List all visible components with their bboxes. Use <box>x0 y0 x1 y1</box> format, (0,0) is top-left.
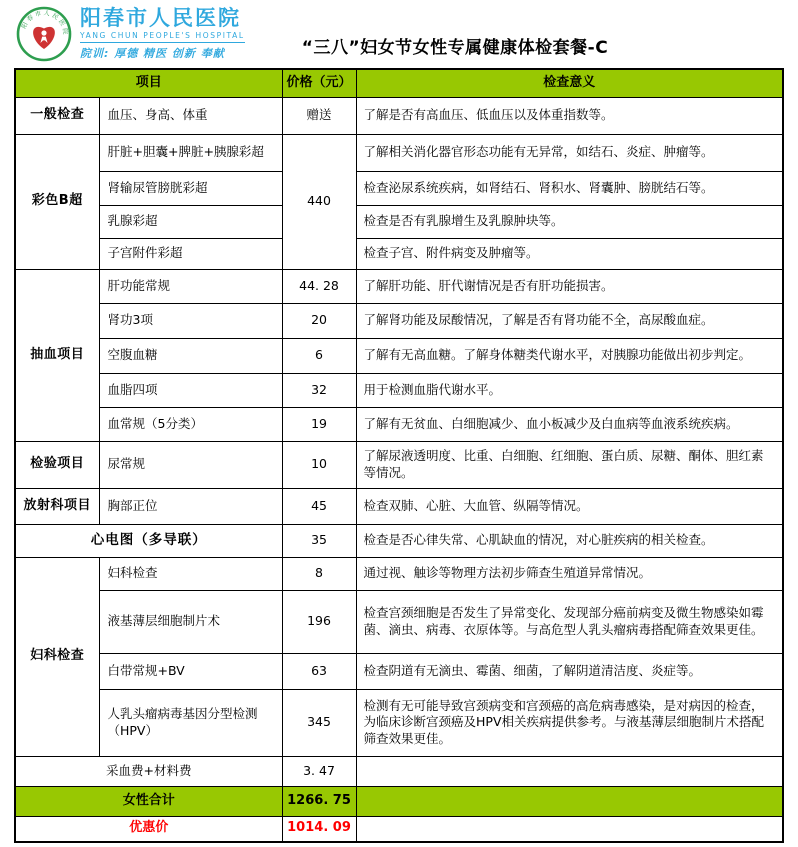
item-price: 45 <box>282 488 356 524</box>
item-desc: 检查宫颈细胞是否发生了异常变化、发现部分癌前病变及微生物感染如霉菌、滴虫、病毒、衣原体等。与高危型人乳头瘤病毒搭配筛查效果更佳。 <box>356 590 783 653</box>
item-price: 32 <box>282 373 356 407</box>
fee-label: 采血费+材料费 <box>15 756 282 786</box>
item-name: 肝功能常规 <box>99 269 282 303</box>
item-name: 妇科检查 <box>99 557 282 590</box>
item-desc: 检查双肺、心脏、大血管、纵隔等情况。 <box>356 488 783 524</box>
ecg-label: 心电图（多导联） <box>15 524 282 557</box>
table-row <box>15 524 783 557</box>
table-row <box>15 269 783 303</box>
item-name: 空腹血糖 <box>99 338 282 373</box>
item-price: 6 <box>282 338 356 373</box>
discount-price: 1014. 09 <box>282 816 356 842</box>
table-row <box>15 338 783 373</box>
total-row <box>15 786 783 816</box>
total-label: 女性合计 <box>15 786 282 816</box>
item-name: 胸部正位 <box>99 488 282 524</box>
item-price: 63 <box>282 653 356 689</box>
category-blood: 抽血项目 <box>15 269 99 441</box>
item-name: 肾输尿管膀胱彩超 <box>99 171 282 205</box>
masthead <box>16 4 245 64</box>
item-name: 血常规（5分类） <box>99 407 282 441</box>
table-row <box>15 756 783 786</box>
category-lab: 检验项目 <box>15 441 99 488</box>
item-name: 尿常规 <box>99 441 282 488</box>
item-desc: 检查是否心律失常、心肌缺血的情况，对心脏疾病的相关检查。 <box>356 524 783 557</box>
item-desc: 检查阴道有无滴虫、霉菌、细菌，了解阴道清洁度、炎症等。 <box>356 653 783 689</box>
discount-label: 优惠价 <box>15 816 282 842</box>
col-header-item: 项目 <box>15 69 282 97</box>
fee-price: 3. 47 <box>282 756 356 786</box>
item-name: 人乳头瘤病毒基因分型检测（HPV） <box>99 689 282 756</box>
item-price: 196 <box>282 590 356 653</box>
hospital-seal-icon <box>16 6 72 62</box>
table-row <box>15 171 783 205</box>
item-name: 乳腺彩超 <box>99 205 282 238</box>
item-desc: 检查泌尿系统疾病，如肾结石、肾积水、肾囊肿、膀胱结石等。 <box>356 171 783 205</box>
item-price: 345 <box>282 689 356 756</box>
item-name: 血脂四项 <box>99 373 282 407</box>
table-row <box>15 205 783 238</box>
group-price: 440 <box>282 134 356 269</box>
item-desc: 了解肾功能及尿酸情况，了解是否有肾功能不全，高尿酸血症。 <box>356 303 783 338</box>
category-ultrasound: 彩色B超 <box>15 134 99 269</box>
col-header-meaning: 检查意义 <box>356 69 783 97</box>
item-name: 肾功3项 <box>99 303 282 338</box>
item-price: 44. 28 <box>282 269 356 303</box>
item-desc: 用于检测血脂代谢水平。 <box>356 373 783 407</box>
item-desc: 检查是否有乳腺增生及乳腺肿块等。 <box>356 205 783 238</box>
table-row <box>15 97 783 134</box>
table-row <box>15 590 783 653</box>
table-row <box>15 373 783 407</box>
item-desc: 通过视、触诊等物理方法初步筛查生殖道异常情况。 <box>356 557 783 590</box>
table-row <box>15 441 783 488</box>
item-price: 8 <box>282 557 356 590</box>
table-row <box>15 238 783 269</box>
item-desc: 了解有无贫血、白细胞减少、血小板减少及白血病等血液系统疾病。 <box>356 407 783 441</box>
item-desc: 了解有无高血糖。了解身体糖类代谢水平，对胰腺功能做出初步判定。 <box>356 338 783 373</box>
col-header-price: 价格（元） <box>282 69 356 97</box>
table-row <box>15 653 783 689</box>
item-price: 赠送 <box>282 97 356 134</box>
category-gyn: 妇科检查 <box>15 557 99 756</box>
empty-cell <box>356 756 783 786</box>
item-name: 液基薄层细胞制片术 <box>99 590 282 653</box>
item-price: 10 <box>282 441 356 488</box>
price-table <box>14 68 784 843</box>
page-title: “三八”妇女节女性专属健康体检套餐-C <box>301 38 609 58</box>
item-name: 肝脏+胆囊+脾脏+胰腺彩超 <box>99 134 282 171</box>
brand-block <box>80 7 245 61</box>
table-row <box>15 557 783 590</box>
item-desc: 了解尿液透明度、比重、白细胞、红细胞、蛋白质、尿糖、酮体、胆红素等情况。 <box>356 441 783 488</box>
table-row <box>15 689 783 756</box>
category-radiology: 放射科项目 <box>15 488 99 524</box>
seal-arc-text: 阳春市人民医院 <box>20 9 69 37</box>
item-desc: 了解是否有高血压、低血压以及体重指数等。 <box>356 97 783 134</box>
table-header-row <box>15 69 783 97</box>
empty-cell <box>356 816 783 842</box>
total-price: 1266. 75 <box>282 786 356 816</box>
item-name: 血压、身高、体重 <box>99 97 282 134</box>
category-general: 一般检查 <box>15 97 99 134</box>
discount-row <box>15 816 783 842</box>
item-name: 白带常规+BV <box>99 653 282 689</box>
item-price: 35 <box>282 524 356 557</box>
item-price: 19 <box>282 407 356 441</box>
table-row <box>15 488 783 524</box>
item-desc: 检查子宫、附件病变及肿瘤等。 <box>356 238 783 269</box>
table-row <box>15 303 783 338</box>
empty-cell <box>356 786 783 816</box>
item-price: 20 <box>282 303 356 338</box>
item-name: 子宫附件彩超 <box>99 238 282 269</box>
table-row <box>15 134 783 171</box>
hospital-name-en: YANG CHUN PEOPLE'S HOSPITAL <box>80 31 245 43</box>
hospital-motto: 院训: 厚德 精医 创新 奉献 <box>80 47 225 61</box>
hospital-name: 阳春市人民医院 <box>80 5 241 30</box>
item-desc: 了解肝功能、肝代谢情况是否有肝功能损害。 <box>356 269 783 303</box>
item-desc: 检测有无可能导致宫颈病变和宫颈癌的高危病毒感染，是对病因的检查，为临床诊断宫颈癌及HPV相关疾病提供参考。与液基薄层细胞制片术搭配筛查效果更佳。 <box>356 689 783 756</box>
item-desc: 了解相关消化器官形态功能有无异常，如结石、炎症、肿瘤等。 <box>356 134 783 171</box>
table-row <box>15 407 783 441</box>
